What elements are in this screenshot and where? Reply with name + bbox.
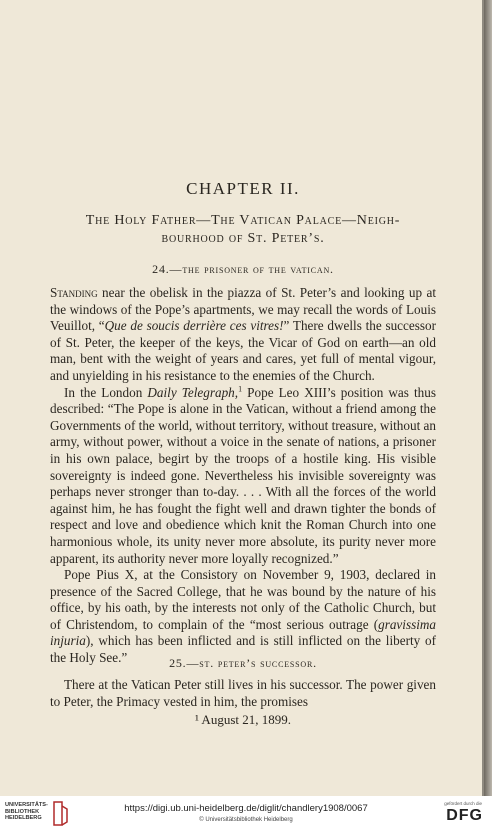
quotation-italic: Que de soucis derrière ces vitres! xyxy=(104,318,284,334)
page-edge-shadow xyxy=(484,0,492,796)
paragraph: There at the Vatican Peter still lives in his successor. The power given to Peter, the Primacy vested in him, the promises xyxy=(50,677,436,709)
latin-phrase: gravissima injuria xyxy=(50,616,436,649)
chapter-heading: CHAPTER II. xyxy=(186,179,300,198)
chapter-subtitle-line2: bourhood of St. Peter’s. xyxy=(161,231,325,246)
section-heading-25: 25.—st. peter’s successor. xyxy=(169,656,317,670)
funding-note: gefördert durch die xyxy=(444,801,482,806)
section-24-body xyxy=(50,285,436,667)
library-logo: UNIVERSITÄTS- BIBLIOTHEK HEIDELBERG xyxy=(5,802,48,821)
section-25-body xyxy=(50,677,436,710)
paragraph: Standing near the obelisk in the piazza of St. Peter’s and looking up at the windows of the Pope’s apartments, we may recall the words of Louis Veuillot, “Que de soucis derrière ces vitres!” There dwells the successor of St. Peter, the keeper of the keys, the Vicar of God on earth—an old man, bent with the weight of years and cares, yet full of mental vigour, and unyielding in his resistance to the enemies of the Church. xyxy=(50,285,436,383)
chapter-subtitle xyxy=(50,212,436,248)
permalink-url[interactable]: https://digi.ub.uni-heidelberg.de/diglit/chandlery1908/0067 xyxy=(124,803,368,814)
paragraph: In the London Daily Telegraph,$^1$ Pope Leo XIII’s position was thus described: “The Pope is alone in the Vatican, without a friend among the Governments of the world, without territory, without treasure, without an army, without power, without a voice in the senate of nations, a prisoner in his own palace, begirt by the troops of a hostile king. His visible sovereignty is indeed gone. Nevertheless his invisible sovereignty was perhaps never stronger than to-day. . . . With all the forces of the world against him, he has fought the fight well and drawn tighter the bonds of respect and love and obedience which knit the Roman Church into one harmonious whole, its unity never more absolute, its purity never more apparent, its authority never more loyally recognized.” xyxy=(50,384,436,566)
lead-word: Standing xyxy=(50,285,98,300)
dfg-logo: DFG xyxy=(446,807,483,824)
paragraph: Pope Pius X, at the Consistory on November 9, 1903, declared in presence of the Sacred College, that he was bound by the nature of his office, by his oath, by the interests not only of the Catholic Church, but of Christendom, to complain of the “most serious outrage (gravissima injuria), which has been inflicted and is still inflicted on the liberty of the Holy See.” xyxy=(50,567,436,666)
footnote: ¹ August 21, 1899. xyxy=(195,712,291,727)
section-heading-24: 24.—the prisoner of the vatican. xyxy=(152,262,334,276)
copyright-notice: © Universitätsbibliothek Heidelberg xyxy=(199,817,293,823)
viewer-footer xyxy=(0,796,492,831)
footnote-marker: 1 xyxy=(238,384,243,394)
chapter-subtitle-line1: The Holy Father—The Vatican Palace—Neigh- xyxy=(85,213,401,228)
newspaper-title: Daily Telegraph, xyxy=(147,384,239,400)
